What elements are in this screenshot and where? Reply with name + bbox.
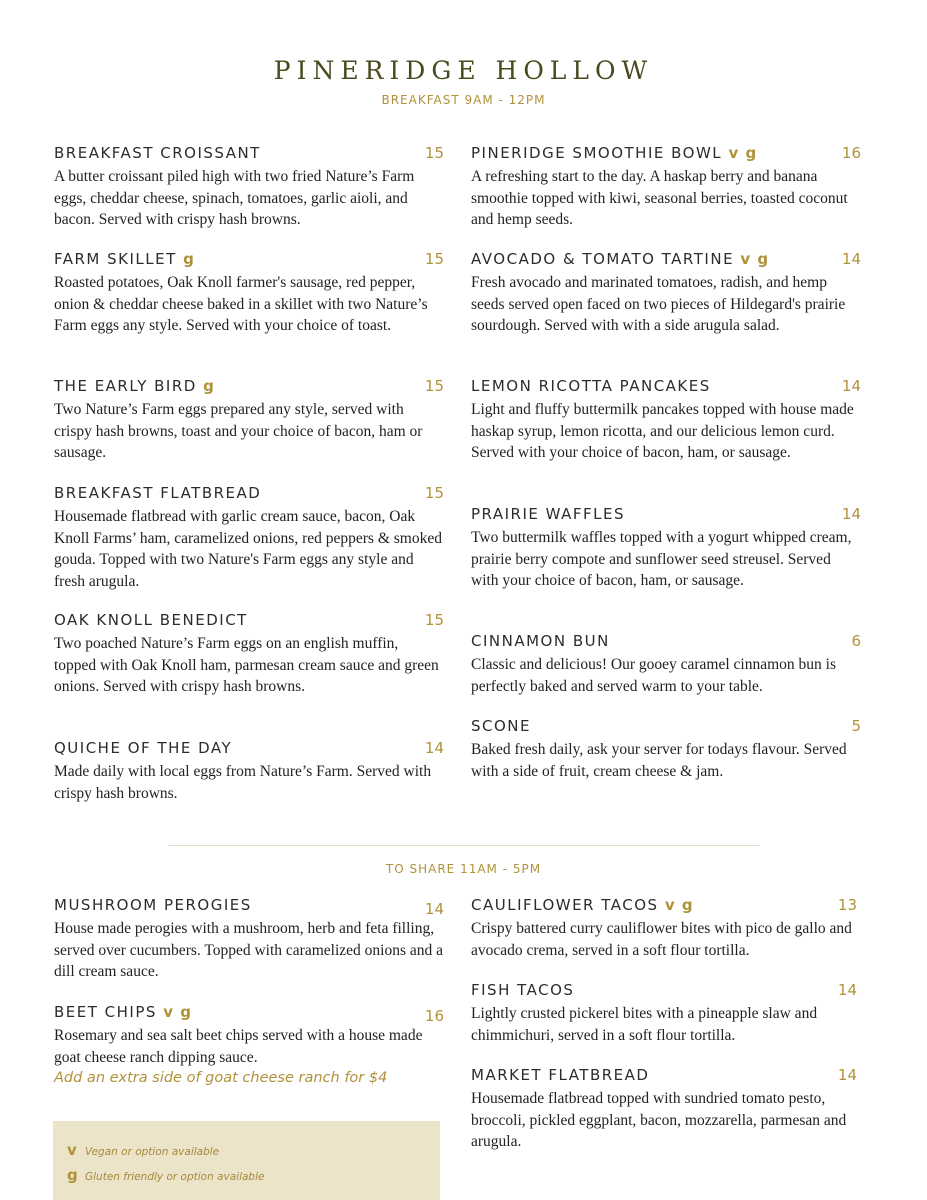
- menu-item-beet-chips: [54, 1003, 444, 1086]
- menu-item-farm-skillet: [54, 250, 444, 337]
- menu-item-prairie-waffles: [471, 505, 861, 592]
- section-divider: [168, 845, 760, 846]
- item-name: OAK KNOLL BENEDICT: [54, 611, 248, 629]
- item-description: Made daily with local eggs from Nature’s Farm. Served with crispy hash browns.: [54, 763, 432, 802]
- dietary-tags: v g: [740, 250, 770, 268]
- menu-item-cauliflower-tacos: [471, 896, 861, 961]
- item-name: FARM SKILLET: [54, 250, 177, 268]
- item-description: Housemade flatbread with garlic cream sauce, bacon, Oak Knoll Farms’ ham, caramelized onions, red peppers & smoked gouda. Topped with two Nature's Farm eggs any style and fresh arugula.: [54, 508, 442, 590]
- item-name: MARKET FLATBREAD: [471, 1066, 650, 1084]
- item-name: PRAIRIE WAFFLES: [471, 505, 626, 523]
- vegan-text: Vegan or option available: [85, 1146, 220, 1158]
- item-description: Rosemary and sea salt beet chips served with a house made goat cheese ranch dipping sauce.: [54, 1027, 423, 1066]
- item-description: Lightly crusted pickerel bites with a pineapple slaw and chimmichuri, served in a soft flour tortilla.: [471, 1005, 818, 1044]
- item-name: CAULIFLOWER TACOS: [471, 896, 659, 914]
- item-price: 13: [837, 896, 857, 914]
- item-name: CINNAMON BUN: [471, 632, 610, 650]
- legend-vegan: [67, 1141, 219, 1159]
- item-price: 15: [424, 484, 444, 502]
- restaurant-title: PINERIDGE HOLLOW: [273, 56, 654, 85]
- item-name: MUSHROOM PEROGIES: [54, 896, 252, 914]
- menu-item-early-bird: [54, 377, 444, 464]
- item-price: 6: [851, 632, 861, 650]
- dietary-tags: v g: [163, 1003, 192, 1021]
- item-price: 14: [841, 377, 861, 395]
- item-name: QUICHE OF THE DAY: [54, 739, 233, 757]
- item-price: 14: [837, 1066, 857, 1084]
- menu-item-scone: [471, 717, 861, 782]
- menu-item-quiche: [54, 739, 444, 804]
- dietary-tags: v g: [728, 144, 758, 162]
- dietary-tags: g: [183, 250, 195, 268]
- item-name: BREAKFAST CROISSANT: [54, 144, 261, 162]
- menu-item-cinnamon-bun: [471, 632, 861, 697]
- item-price: 15: [424, 144, 444, 162]
- item-name: SCONE: [471, 717, 531, 735]
- item-description: Roasted potatoes, Oak Knoll farmer's sausage, red pepper, onion & cheddar cheese baked in a skillet with two Nature’s Farm eggs any style. Served with your choice of toast.: [54, 274, 428, 334]
- item-price: 5: [851, 717, 861, 735]
- item-description: Light and fluffy buttermilk pancakes topped with house made haskap syrup, lemon ricotta, and our delicious lemon curd. Served with your choice of bacon, ham, or sausage.: [471, 401, 854, 461]
- item-description: Two buttermilk waffles topped with a yogurt whipped cream, prairie berry compote and sunflower seed streusel. Served with your choice of bacon, ham, or sausage.: [471, 529, 852, 589]
- item-price: 16: [841, 144, 861, 162]
- menu-item-fish-tacos: [471, 981, 861, 1046]
- menu-item-avocado-tartine: [471, 250, 861, 337]
- item-name: THE EARLY BIRD: [54, 377, 197, 395]
- item-name: AVOCADO & TOMATO TARTINE: [471, 250, 735, 268]
- dietary-legend: [53, 1121, 440, 1200]
- add-on-note: Add an extra side of goat cheese ranch for $4: [54, 1070, 388, 1086]
- vegan-symbol: v: [67, 1141, 77, 1159]
- item-name: BEET CHIPS: [54, 1003, 157, 1021]
- item-name: FISH TACOS: [471, 981, 575, 999]
- item-price: 15: [424, 377, 444, 395]
- menu-item-breakfast-flatbread: [54, 484, 444, 592]
- item-name: LEMON RICOTTA PANCAKES: [471, 377, 711, 395]
- menu-item-breakfast-croissant: [54, 144, 444, 231]
- item-description: A butter croissant piled high with two fried Nature’s Farm eggs, cheddar cheese, spinach, tomatoes, garlic aioli, and bacon. Served with crispy hash browns.: [54, 168, 415, 228]
- gluten-symbol: g: [67, 1166, 78, 1184]
- item-price: 15: [424, 611, 444, 629]
- item-price: 16: [424, 1007, 444, 1025]
- share-hours: TO SHARE 11AM - 5PM: [385, 862, 542, 876]
- legend-gluten: [67, 1166, 264, 1184]
- menu-item-oak-knoll-benedict: [54, 611, 444, 698]
- menu-item-market-flatbread: [471, 1066, 861, 1153]
- menu-item-lemon-ricotta-pancakes: [471, 377, 861, 464]
- breakfast-hours: BREAKFAST 9AM - 12PM: [381, 93, 546, 107]
- dietary-tags: v g: [664, 896, 694, 914]
- item-price: 14: [841, 250, 861, 268]
- item-description: Fresh avocado and marinated tomatoes, radish, and hemp seeds served open faced on two pieces of Hildegard's prairie sourdough. Served with with a side arugula salad.: [471, 274, 846, 334]
- item-description: Two Nature’s Farm eggs prepared any style, served with crispy hash browns, toast and your choice of bacon, ham or sausage.: [54, 401, 423, 461]
- item-price: 14: [424, 900, 444, 918]
- item-price: 15: [424, 250, 444, 268]
- item-description: Two poached Nature’s Farm eggs on an english muffin, topped with Oak Knoll ham, parmesan cream sauce and green onions. Served with crispy hash browns.: [54, 635, 439, 695]
- dietary-tags: g: [203, 377, 215, 395]
- item-description: Classic and delicious! Our gooey caramel cinnamon bun is perfectly baked and served warm to your table.: [471, 656, 837, 695]
- item-price: 14: [424, 739, 444, 757]
- menu-item-mushroom-perogies: [54, 896, 444, 983]
- item-name: BREAKFAST FLATBREAD: [54, 484, 262, 502]
- item-description: Baked fresh daily, ask your server for todays flavour. Served with a side of fruit, cream cheese & jam.: [471, 741, 847, 780]
- item-description: A refreshing start to the day. A haskap berry and banana smoothie topped with kiwi, seasonal berries, toasted coconut and hemp seeds.: [471, 168, 848, 228]
- gluten-text: Gluten friendly or option available: [85, 1171, 265, 1183]
- item-description: Housemade flatbread topped with sundried tomato pesto, broccoli, pickled eggplant, bacon, mozzarella, parmesan and arugula.: [471, 1090, 847, 1150]
- item-price: 14: [841, 505, 861, 523]
- item-name: PINERIDGE SMOOTHIE BOWL: [471, 144, 723, 162]
- item-price: 14: [837, 981, 857, 999]
- item-description: Crispy battered curry cauliflower bites with pico de gallo and avocado crema, served in a soft flour tortilla.: [471, 920, 852, 959]
- menu-item-smoothie-bowl: [471, 144, 861, 231]
- item-description: House made perogies with a mushroom, herb and feta filling, served over cucumbers. Topped with caramelized onions and a dill cream sauce.: [54, 920, 444, 980]
